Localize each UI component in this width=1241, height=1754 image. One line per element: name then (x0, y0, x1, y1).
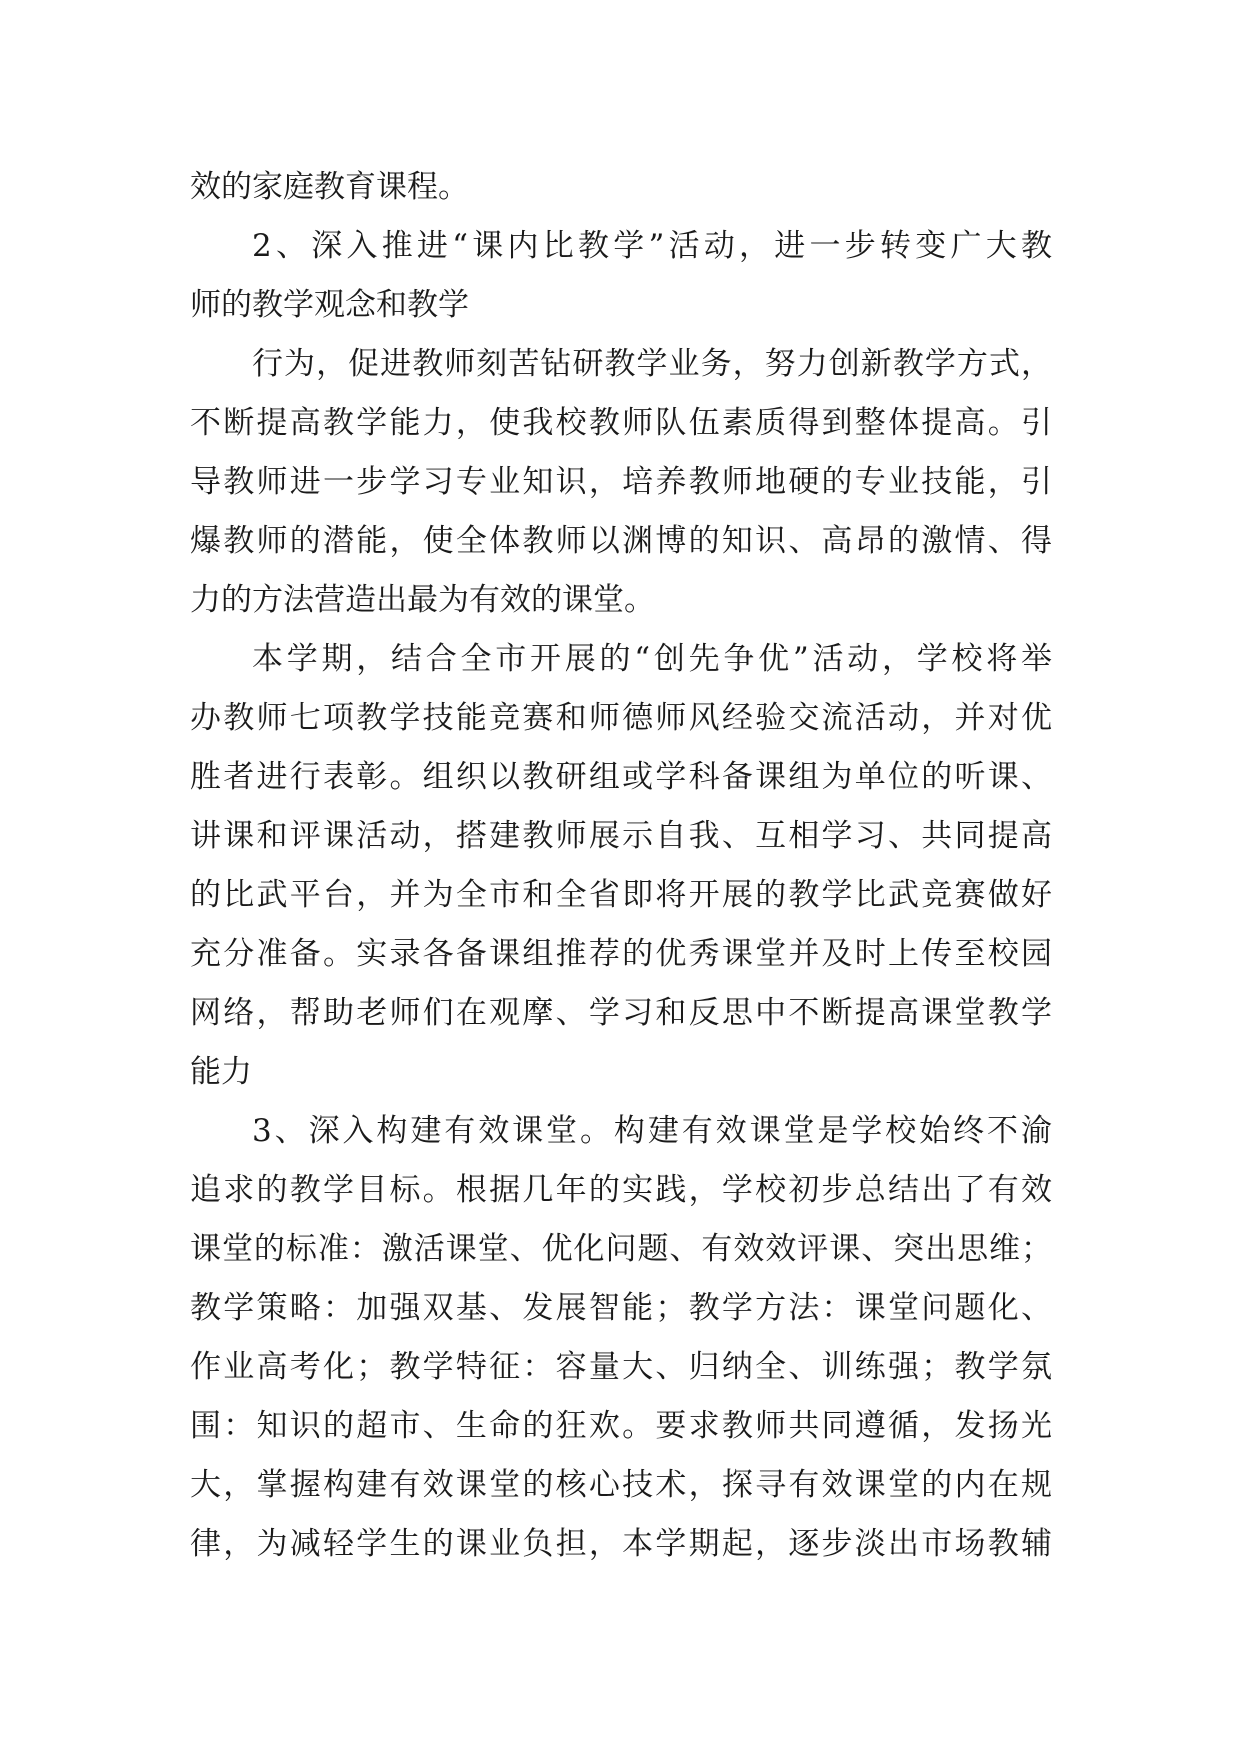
text-line: 办教师七项教学技能竞赛和师德师风经验交流活动，并对优 (190, 700, 1052, 736)
text-line: 3、深入构建有效课堂。构建有效课堂是学校始终不渝 (252, 1113, 1052, 1149)
text-line: 围：知识的超市、生命的狂欢。要求教师共同遵循，发扬光 (190, 1408, 1052, 1444)
text-line: 能力 (190, 1054, 252, 1090)
text-line: 效的家庭教育课程。 (190, 169, 469, 205)
text-line: 导教师进一步学习专业知识，培养教师地硬的专业技能，引 (190, 464, 1052, 500)
text-line: 网络，帮助老师们在观摩、学习和反思中不断提高课堂教学 (190, 995, 1052, 1031)
text-line: 律，为减轻学生的课业负担，本学期起，逐步淡出市场教辅 (190, 1526, 1052, 1562)
text-line: 的比武平台，并为全市和全省即将开展的教学比武竞赛做好 (190, 877, 1052, 913)
text-line: 2、深入推进“课内比教学”活动，进一步转变广大教 (252, 228, 1052, 264)
body-text (190, 158, 1052, 1574)
text-line: 行为，促进教师刻苦钻研教学业务，努力创新教学方式， (252, 346, 1052, 382)
text-line: 力的方法营造出最为有效的课堂。 (190, 582, 655, 618)
text-line: 爆教师的潜能，使全体教师以渊博的知识、高昂的激情、得 (190, 523, 1052, 559)
text-line: 充分准备。实录各备课组推荐的优秀课堂并及时上传至校园 (190, 936, 1052, 972)
text-line: 教学策略：加强双基、发展智能；教学方法：课堂问题化、 (190, 1290, 1052, 1326)
text-line: 课堂的标准：激活课堂、优化问题、有效效评课、突出思维； (190, 1231, 1052, 1267)
text-line: 大，掌握构建有效课堂的核心技术，探寻有效课堂的内在规 (190, 1467, 1052, 1503)
text-line: 讲课和评课活动，搭建教师展示自我、互相学习、共同提高 (190, 818, 1052, 854)
text-line: 作业高考化；教学特征：容量大、归纳全、训练强；教学氛 (190, 1349, 1052, 1385)
text-line: 不断提高教学能力，使我校教师队伍素质得到整体提高。引 (190, 405, 1052, 441)
text-line: 胜者进行表彰。组织以教研组或学科备课组为单位的听课、 (190, 759, 1052, 795)
text-line: 师的教学观念和教学 (190, 287, 469, 323)
text-line: 追求的教学目标。根据几年的实践，学校初步总结出了有效 (190, 1172, 1052, 1208)
text-line: 本学期，结合全市开展的“创先争优”活动，学校将举 (252, 641, 1052, 677)
